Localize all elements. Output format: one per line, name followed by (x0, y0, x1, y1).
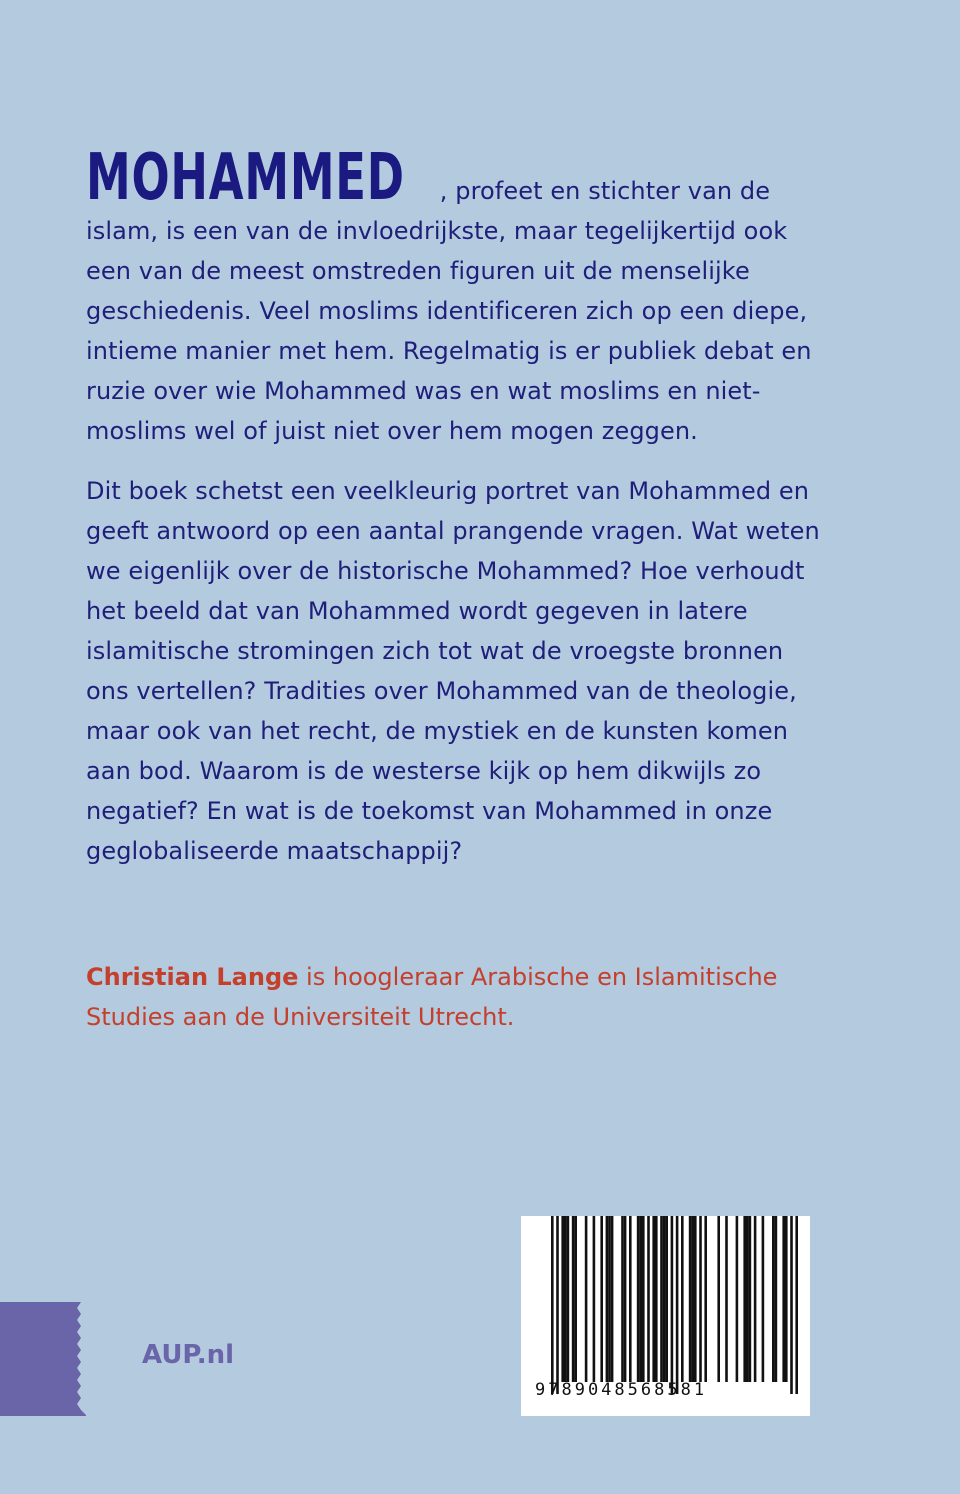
barcode-bar (567, 1216, 570, 1382)
barcode-bar (671, 1216, 674, 1394)
barcode-bar (611, 1216, 614, 1382)
author-bio-text: is hoogleraar Arabische en Islamitische Studies aan de Universiteit Utrecht. (86, 963, 778, 1031)
barcode-bar (691, 1216, 694, 1382)
barcode-bar (556, 1216, 559, 1394)
author-name: Christian Lange (86, 963, 299, 991)
title-word: MOHAMMED (86, 141, 405, 215)
publisher-tab (0, 1302, 86, 1416)
barcode-bar (665, 1216, 668, 1382)
barcode-bar (749, 1216, 752, 1382)
barcode-bar (663, 1216, 666, 1382)
barcode-bar (660, 1216, 663, 1382)
barcode-bar (629, 1216, 632, 1382)
barcode-bar (717, 1216, 720, 1382)
barcode-bar (637, 1216, 640, 1382)
blurb-paragraph-1-text: , profeet en stichter van de islam, is een van de invloedrijkste, maar tegelijkertijd ook een van de meest omstreden figuren uit de menselijke geschiedenis. Veel moslims identificeren zich op een diepe, intieme manier met hem. Regelmatig is er publiek debat en ruzie over wie Mohammed was en wat moslims en niet-moslims wel of juist niet over hem mogen zeggen. (86, 177, 812, 445)
barcode-bar (790, 1216, 793, 1394)
barcode-bar (736, 1216, 739, 1382)
blurb-paragraph-1 (86, 141, 826, 451)
isbn-barcode (521, 1216, 810, 1416)
publisher-link[interactable]: AUP.nl (142, 1340, 235, 1370)
isbn-digits: 9789048568581 (535, 1380, 708, 1400)
barcode-bar (704, 1216, 707, 1382)
barcode-bar (676, 1216, 679, 1394)
barcode-bar (624, 1216, 627, 1382)
barcode-bar (647, 1216, 650, 1382)
barcode-bar (681, 1216, 684, 1382)
barcode-bar (593, 1216, 596, 1382)
barcode-bar (754, 1216, 757, 1382)
barcode-bar (621, 1216, 624, 1382)
barcode-bar (564, 1216, 567, 1382)
blurb (86, 141, 826, 871)
barcode-bar (762, 1216, 765, 1382)
barcode-bar (600, 1216, 603, 1382)
barcode-bar (775, 1216, 778, 1382)
barcode-bar (585, 1216, 588, 1382)
barcode-bar (694, 1216, 697, 1382)
barcode-bar (608, 1216, 611, 1382)
barcode-bar (746, 1216, 749, 1382)
barcode-bar (652, 1216, 655, 1382)
barcode-bar (639, 1216, 642, 1382)
barcode-bar (572, 1216, 575, 1382)
barcode-bar (642, 1216, 645, 1382)
barcode-bar (699, 1216, 702, 1382)
barcode-bar (743, 1216, 746, 1382)
barcode-bar (725, 1216, 728, 1382)
author-bio (86, 957, 846, 1037)
barcode-bar (782, 1216, 785, 1382)
barcode-bar (551, 1216, 554, 1394)
barcode-bar (689, 1216, 692, 1382)
barcode-bar (795, 1216, 798, 1394)
serrated-edge-icon (77, 1302, 87, 1416)
blurb-paragraph-2: Dit boek schetst een veelkleurig portret van Mohammed en geeft antwoord op een aantal prangende vragen. Wat weten we eigenlijk over de historische Mohammed? Hoe verhoudt het beeld dat van Mohammed wordt gegeven in latere islamitische stromingen zich tot wat de vroegste bronnen ons vertellen? Tradities over Mohammed van de theologie, maar ook van het recht, de mystiek en de kunsten komen aan bod. Waarom is de westerse kijk op hem dikwijls zo negatief? En wat is de toekomst van Mohammed in onze geglobaliseerde maatschappij? (86, 477, 820, 865)
barcode-bar (655, 1216, 658, 1382)
barcode-bar (772, 1216, 775, 1382)
barcode-bar (785, 1216, 788, 1382)
barcode-bar (606, 1216, 609, 1382)
barcode-bar (561, 1216, 564, 1382)
barcode-bar (574, 1216, 577, 1382)
